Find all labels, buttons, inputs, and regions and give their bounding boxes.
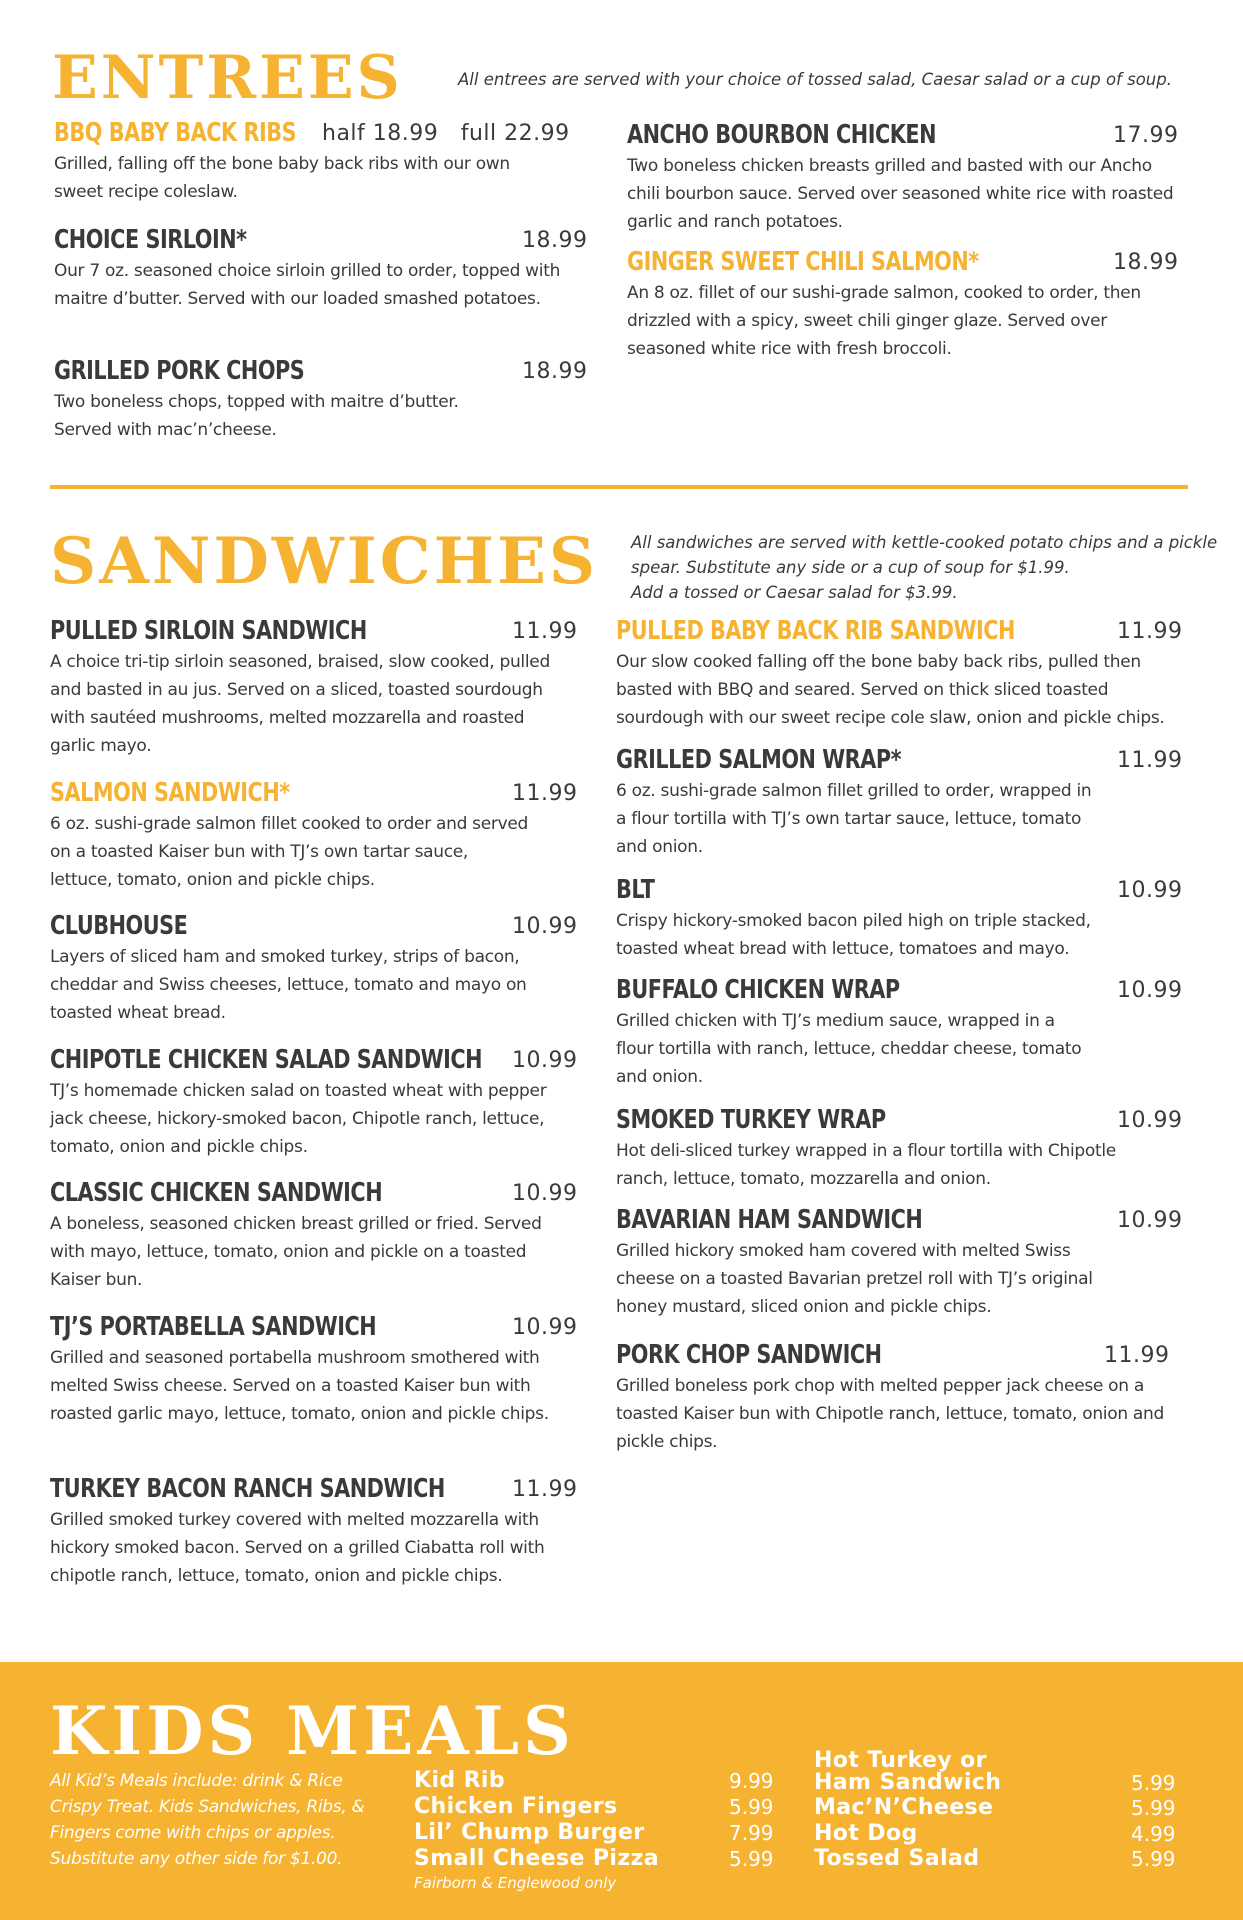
entree-ancho-bourbon-chicken xyxy=(627,118,1187,236)
item-price: 10.99 xyxy=(1117,1108,1183,1133)
item-description: Grilled, falling off the bone baby back ribs with our own sweet recipe coleslaw. xyxy=(54,154,510,202)
item-description: 6 oz. sushi-grade salmon fillet cooked to order and served on a toasted Kaiser bun with TJ’s own tartar sauce, lettuce, tomato, onion and pickle chips. xyxy=(50,814,528,890)
kids-item-price: 5.99 xyxy=(729,1847,774,1871)
kids-meals-note: All Kid’s Meals include: drink & Rice Crispy Treat. Kids Sandwiches, Ribs, & Fingers come with chips or apples. Substitute any other side for $1.00. xyxy=(50,1771,365,1869)
item-description: A boneless, seasoned chicken breast grilled or fried. Served with mayo, lettuce, tomato, onion and pickle on a toasted Kaiser bun. xyxy=(50,1214,542,1290)
item-price: 11.99 xyxy=(1117,748,1183,773)
item-price: 18.99 xyxy=(1113,250,1179,275)
kids-item-price: 7.99 xyxy=(729,1821,774,1845)
entree-choice-sirloin xyxy=(54,223,594,313)
kids-item-name: Lil’ Chump Burger xyxy=(414,1820,645,1845)
item-name: ANCHO BOURBON CHICKEN xyxy=(627,120,937,150)
entrees-title: ENTREES xyxy=(52,43,403,113)
item-price: 10.99 xyxy=(1117,978,1183,1003)
item-price: 10.99 xyxy=(512,1315,578,1340)
kids-item-price: 9.99 xyxy=(729,1769,774,1793)
kids-item-chicken-fingers xyxy=(414,1794,776,1820)
sandwich-buffalo-chicken-wrap xyxy=(616,973,1191,1091)
item-description: Our 7 oz. seasoned choice sirloin grilled to order, topped with maitre d’butter. Served with our loaded smashed potatoes. xyxy=(54,261,561,309)
entree-ginger-sweet-chili-salmon xyxy=(627,245,1187,363)
kids-item-small-cheese-pizza xyxy=(414,1846,776,1872)
kids-meals-title: KIDS MEALS xyxy=(50,1692,575,1770)
sandwich-pork-chop xyxy=(616,1338,1191,1456)
item-name: TURKEY BACON RANCH SANDWICH xyxy=(50,1474,445,1504)
sandwich-chipotle-chicken-salad xyxy=(50,1043,590,1161)
kids-item-price: 4.99 xyxy=(1131,1822,1176,1846)
kids-footnote: Fairborn & Englewood only xyxy=(414,1874,617,1892)
item-price: 17.99 xyxy=(1113,123,1179,148)
kids-item-name: Kid Rib xyxy=(414,1768,506,1793)
item-name: CLUBHOUSE xyxy=(50,911,188,941)
item-description: Grilled chicken with TJ’s medium sauce, wrapped in a flour tortilla with ranch, lettuce, cheddar cheese, tomato and onion. xyxy=(616,1011,1082,1087)
item-description: An 8 oz. fillet of our sushi-grade salmon, cooked to order, then drizzled with a spicy, sweet chili ginger glaze. Served over seasoned white rice with fresh broccoli. xyxy=(627,283,1141,359)
item-price: 10.99 xyxy=(1117,878,1183,903)
kids-item-price: 5.99 xyxy=(1131,1796,1176,1820)
item-name: CHOICE SIRLOIN* xyxy=(54,225,247,255)
item-name: CLASSIC CHICKEN SANDWICH xyxy=(50,1178,383,1208)
item-description: Grilled smoked turkey covered with melted mozzarella with hickory smoked bacon. Served on a grilled Ciabatta roll with chipotle ranch, lettuce, tomato, onion and pickle chips. xyxy=(50,1510,545,1586)
sandwich-pulled-baby-back-rib xyxy=(616,614,1191,732)
item-name: SMOKED TURKEY WRAP xyxy=(616,1105,886,1135)
section-divider xyxy=(50,485,1188,489)
kids-item-name: Ham Sandwich xyxy=(814,1770,1002,1795)
kids-item-hot-dog xyxy=(814,1821,1176,1847)
kids-item-kid-rib xyxy=(414,1768,776,1794)
item-description: Our slow cooked falling off the bone baby back ribs, pulled then basted with BBQ and seared. Served on thick sliced toasted sourdough with our sweet recipe cole slaw, onion and pickle chips. xyxy=(616,652,1165,728)
sandwiches-note-line: All sandwiches are served with kettle-cooked potato chips and a pickle xyxy=(631,533,1218,552)
item-name: GINGER SWEET CHILI SALMON* xyxy=(627,247,979,277)
item-name: PULLED SIRLOIN SANDWICH xyxy=(50,616,367,646)
item-price: half 18.99 full 22.99 xyxy=(322,121,570,146)
item-name: TJ’S PORTABELLA SANDWICH xyxy=(50,1312,377,1342)
kids-item-lil-chump-burger xyxy=(414,1820,776,1846)
item-price: 18.99 xyxy=(522,228,588,253)
item-name: GRILLED PORK CHOPS xyxy=(54,356,305,386)
item-name: BAVARIAN HAM SANDWICH xyxy=(616,1205,923,1235)
item-price: 10.99 xyxy=(1117,1208,1183,1233)
entree-grilled-pork-chops xyxy=(54,354,594,444)
sandwich-bavarian-ham xyxy=(616,1203,1191,1321)
sandwich-blt xyxy=(616,873,1191,963)
kids-item-name: Hot Turkey or xyxy=(814,1748,987,1773)
item-price: 11.99 xyxy=(512,1477,578,1502)
item-name: SALMON SANDWICH* xyxy=(50,778,290,808)
kids-item-price: 5.99 xyxy=(1131,1771,1176,1795)
item-description: 6 oz. sushi-grade salmon fillet grilled to order, wrapped in a flour tortilla with TJ’s own tartar sauce, lettuce, tomato and onion. xyxy=(616,781,1092,857)
item-name: BLT xyxy=(616,875,655,905)
sandwich-salmon xyxy=(50,776,590,894)
item-price: 18.99 xyxy=(522,359,588,384)
sandwiches-note xyxy=(631,530,1217,605)
item-name: PULLED BABY BACK RIB SANDWICH xyxy=(616,616,1015,646)
kids-item-tossed-salad xyxy=(814,1846,1176,1872)
sandwich-classic-chicken xyxy=(50,1176,590,1294)
kids-item-name: Chicken Fingers xyxy=(414,1794,618,1819)
sandwiches-title: SANDWICHES xyxy=(50,524,599,599)
item-description: Grilled and seasoned portabella mushroom smothered with melted Swiss cheese. Served on a toasted Kaiser bun with roasted garlic mayo, lettuce, tomato, onion and pickle chips. xyxy=(50,1348,549,1424)
entree-bbq-baby-back-ribs xyxy=(54,116,579,206)
sandwich-clubhouse xyxy=(50,909,590,1027)
kids-item-name: Hot Dog xyxy=(814,1821,918,1846)
item-price: 10.99 xyxy=(512,914,578,939)
kids-item-name: Small Cheese Pizza xyxy=(414,1846,659,1871)
item-name: PORK CHOP SANDWICH xyxy=(616,1340,882,1370)
kids-item-mac-n-cheese xyxy=(814,1795,1176,1821)
item-name: BUFFALO CHICKEN WRAP xyxy=(616,975,900,1005)
item-description: Hot deli-sliced turkey wrapped in a flour tortilla with Chipotle ranch, lettuce, tomato, mozzarella and onion. xyxy=(616,1141,1116,1189)
item-price: 11.99 xyxy=(1104,1343,1170,1368)
item-description: Grilled boneless pork chop with melted pepper jack cheese on a toasted Kaiser bun with Chipotle ranch, lettuce, tomato, onion and pickle chips. xyxy=(616,1376,1164,1452)
item-price: 10.99 xyxy=(512,1181,578,1206)
item-description: Grilled hickory smoked ham covered with melted Swiss cheese on a toasted Bavarian pretzel roll with TJ’s original honey mustard, sliced onion and pickle chips. xyxy=(616,1241,1093,1317)
kids-item-price: 5.99 xyxy=(1131,1847,1176,1871)
item-description: TJ’s homemade chicken salad on toasted wheat with pepper jack cheese, hickory-smoked bacon, Chipotle ranch, lettuce, tomato, onion and pickle chips. xyxy=(50,1081,547,1157)
item-description: Two boneless chicken breasts grilled and basted with our Ancho chili bourbon sauce. Served over seasoned white rice with roasted garlic and ranch potatoes. xyxy=(627,156,1174,232)
sandwich-tjs-portabella xyxy=(50,1310,590,1428)
item-name: BBQ BABY BACK RIBS xyxy=(54,118,297,148)
item-description: A choice tri-tip sirloin seasoned, braised, slow cooked, pulled and basted in au jus. Served on a sliced, toasted sourdough with sautéed mushrooms, melted mozzarella and roasted garlic mayo. xyxy=(50,652,550,756)
sandwich-turkey-bacon-ranch xyxy=(50,1472,590,1590)
entrees-note: All entrees are served with your choice of tossed salad, Caesar salad or a cup of soup. xyxy=(458,70,1172,89)
sandwich-pulled-sirloin xyxy=(50,614,590,760)
item-price: 10.99 xyxy=(512,1048,578,1073)
sandwiches-note-line: spear. Substitute any side or a cup of soup for $1.99. xyxy=(631,558,1070,577)
kids-item-price: 5.99 xyxy=(729,1795,774,1819)
item-description: Layers of sliced ham and smoked turkey, strips of bacon, cheddar and Swiss cheeses, lettuce, tomato and mayo on toasted wheat bread. xyxy=(50,947,527,1023)
sandwiches-note-line: Add a tossed or Caesar salad for $3.99. xyxy=(631,583,958,602)
kids-item-name: Mac’N’Cheese xyxy=(814,1795,994,1820)
item-description: Two boneless chops, topped with maitre d’butter. Served with mac’n’cheese. xyxy=(54,392,459,440)
item-name: GRILLED SALMON WRAP* xyxy=(616,745,901,775)
sandwich-smoked-turkey-wrap xyxy=(616,1103,1191,1193)
kids-item-ham-sandwich xyxy=(814,1770,1176,1796)
item-price: 11.99 xyxy=(1117,619,1183,644)
item-price: 11.99 xyxy=(512,781,578,806)
item-description: Crispy hickory-smoked bacon piled high on triple stacked, toasted wheat bread with lettuce, tomatoes and mayo. xyxy=(616,911,1091,959)
sandwich-grilled-salmon-wrap xyxy=(616,743,1191,861)
item-name: CHIPOTLE CHICKEN SALAD SANDWICH xyxy=(50,1045,483,1075)
item-price: 11.99 xyxy=(512,619,578,644)
kids-item-name: Tossed Salad xyxy=(814,1846,980,1871)
